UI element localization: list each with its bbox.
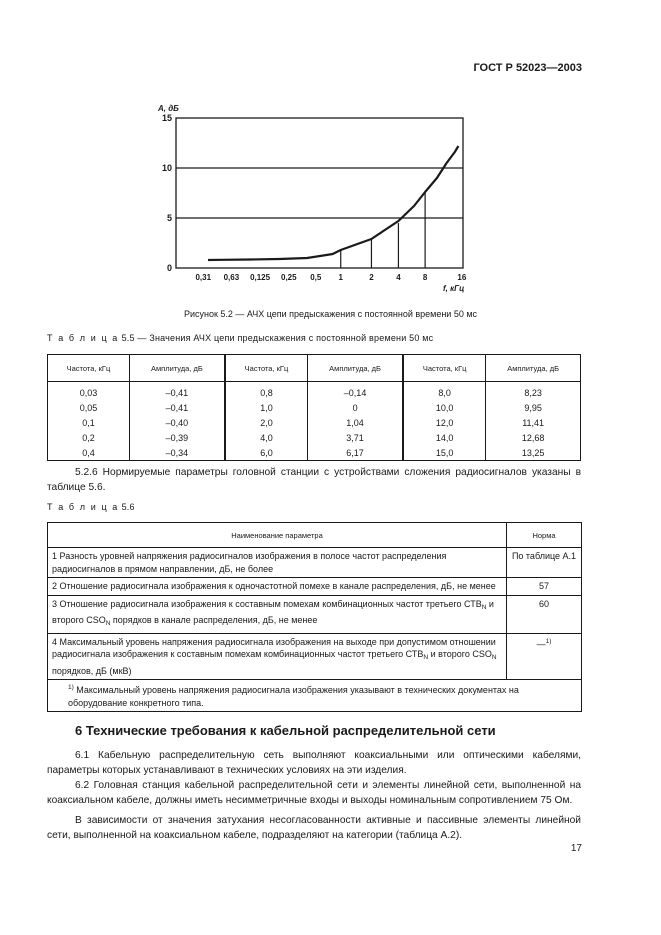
table-row	[48, 415, 581, 430]
table-row	[48, 548, 582, 578]
param-text: порядков в канале распределения, дБ, не менее	[110, 615, 318, 625]
subscript: N	[423, 654, 429, 661]
table-footnote	[48, 680, 582, 712]
t55-cell: 4,0	[225, 430, 308, 445]
t56-param-cell: 1 Разность уровней напряжения радиосигналов изображения в полосе частот распределения радиосигналов в прямом направлении, дБ, не более	[48, 548, 507, 578]
t55-cell: 1,04	[308, 415, 403, 430]
table-row	[48, 445, 581, 461]
t55-cell: –0,14	[308, 382, 403, 401]
table-row	[48, 430, 581, 445]
paragraph-6-2: 6.2 Головная станция кабельной распределительной сети и элементы линейной сети, выполненной на коаксиальном кабеле, должны иметь несимметричные входы и выходы номинальным сопротивлением 75 Ом.	[47, 780, 581, 806]
response-curve	[208, 146, 458, 260]
t55-cell: 15,0	[403, 445, 486, 461]
x-tick-label: 8	[422, 273, 428, 282]
paragraph-6-1: 6.1 Кабельную распределительную сеть выполняют коаксиальными или оптическими кабелями, параметры которых устанавливают в технических условиях на эти изделия.	[47, 750, 581, 776]
t55-header-cell: Частота, кГц	[225, 355, 308, 382]
t55-header-cell: Частота, кГц	[48, 355, 130, 382]
t55-cell: –0,40	[129, 415, 224, 430]
x-tick-label: 0,63	[223, 273, 240, 282]
t56-norm-cell: 60	[507, 595, 582, 633]
t55-cell: 0,2	[48, 430, 130, 445]
t56-header-param: Наименование параметра	[48, 523, 507, 548]
t56-param-cell	[48, 633, 507, 680]
param-text: и второго CSO	[52, 598, 494, 625]
section-6-title: 6 Технические требования к кабельной распределительной сети	[75, 723, 496, 738]
param-text: и второго CSO	[428, 649, 492, 659]
t55-cell: –0,34	[129, 445, 224, 461]
t56-norm-cell	[507, 633, 582, 680]
t56-header-norm: Норма	[507, 523, 582, 548]
t55-cell: 10,0	[403, 400, 486, 415]
x-axis-label: f, кГц	[443, 284, 465, 293]
t55-cell: 6,17	[308, 445, 403, 461]
y-tick-label: 10	[161, 163, 172, 173]
subscript: N	[491, 654, 497, 661]
x-tick-label: 1	[338, 273, 343, 282]
plot-frame	[176, 118, 463, 268]
x-tick-label: 16	[457, 273, 467, 282]
t55-header-cell: Частота, кГц	[403, 355, 486, 382]
table-5-5-title	[47, 333, 433, 343]
t55-cell: 0,1	[48, 415, 130, 430]
t56-param-cell	[48, 595, 507, 633]
t55-cell: 11,41	[486, 415, 581, 430]
table-row	[48, 400, 581, 415]
t55-cell: 0,03	[48, 382, 130, 401]
t56-norm-cell: 57	[507, 578, 582, 596]
table-5-5-header-row	[48, 355, 581, 382]
t55-cell: 12,68	[486, 430, 581, 445]
frequency-response-chart	[150, 98, 480, 296]
subscript: N	[105, 620, 111, 627]
t55-cell: 8,23	[486, 382, 581, 401]
t55-cell: 12,0	[403, 415, 486, 430]
t55-cell: 0,4	[48, 445, 130, 461]
table-row	[48, 382, 581, 401]
t55-cell: 14,0	[403, 430, 486, 445]
table-5-6-title-text: 5.6	[118, 502, 135, 512]
table-5-5-title-prefix: Т а б л и ц а	[47, 333, 119, 343]
t56-param-cell: 2 Отношение радиосигнала изображения к одночастотной помехе в канале распределения, дБ, не менее	[48, 578, 507, 596]
table-footnote-row	[48, 680, 582, 712]
t55-cell: 6,0	[225, 445, 308, 461]
t55-cell: 9,95	[486, 400, 581, 415]
t55-cell: –0,41	[129, 400, 224, 415]
x-tick-label: 2	[369, 273, 374, 282]
x-tick-label: 0,25	[281, 273, 297, 282]
t55-cell: 13,25	[486, 445, 581, 461]
t55-header-cell: Амплитуда, дБ	[486, 355, 581, 382]
param-text: 3 Отношение радиосигнала изображения к составным помехам комбинационных частот третьего СТВ	[52, 598, 482, 609]
subscript: N	[481, 603, 487, 611]
document-header: ГОСТ Р 52023—2003	[473, 62, 582, 74]
y-tick-label: 15	[161, 113, 172, 123]
t55-cell: 0,8	[225, 382, 308, 401]
x-tick-label: 0,5	[310, 273, 322, 282]
x-tick-label: 0,31	[195, 273, 212, 282]
x-tick-label: 4	[396, 273, 401, 282]
table-5-5-title-text: 5.5 — Значения АЧХ цепи предыскажения с постоянной времени 50 мс	[118, 333, 434, 343]
t56-norm-cell: По таблице А.1	[507, 548, 582, 578]
footnote-ref: 1)	[545, 637, 552, 645]
paragraph-5-2-6: 5.2.6 Нормируемые параметры головной станции с устройствами сложения радиосигналов указаны в таблице 5.6.	[47, 467, 581, 493]
x-tick-label: 0,125	[250, 273, 271, 282]
t55-cell: –0,39	[129, 430, 224, 445]
footnote-text: Максимальный уровень напряжения радиосигнала изображения указывают в технических документах на оборудование конкретного типа.	[68, 685, 519, 708]
t55-header-cell: Амплитуда, дБ	[129, 355, 224, 382]
table-5-6-title-prefix: Т а б л и ц а	[47, 502, 119, 512]
t55-cell: 1,0	[225, 400, 308, 415]
y-axis-label: A, дБ	[158, 104, 179, 113]
y-tick-label: 0	[166, 263, 172, 273]
table-5-5	[47, 354, 581, 461]
t55-cell: 0,05	[48, 400, 130, 415]
page-number: 17	[570, 843, 582, 854]
table-5-6-header-row	[48, 523, 582, 548]
t55-cell: 3,71	[308, 430, 403, 445]
t55-cell: 2,0	[225, 415, 308, 430]
table-5-6	[47, 522, 582, 712]
param-text: порядков, дБ (мкВ)	[52, 665, 132, 676]
table-row	[48, 578, 582, 596]
y-tick-label: 5	[166, 213, 172, 223]
t55-cell: 8,0	[403, 382, 486, 401]
table-5-6-title	[47, 502, 135, 512]
norm-dash: —	[536, 638, 546, 649]
table-row	[48, 633, 582, 680]
figure-caption: Рисунок 5.2 — АЧХ цепи предыскажения с постоянной времени 50 мс	[183, 309, 478, 319]
param-text: 4 Максимальный уровень напряжения радиосигнала изображения на выходе при допустимом отношении радиосигнала изображения к составным помехам комбинационных частот третьего СТВ	[52, 636, 496, 659]
paragraph-6-2-cont: В зависимости от значения затухания несогласованности активные и пассивные элементы линейной сети, выполненной на коаксиальном кабеле, подразделяют на категории (таблица А.2).	[47, 815, 581, 841]
table-row	[48, 595, 582, 633]
t55-cell: –0,41	[129, 382, 224, 401]
t55-header-cell: Амплитуда, дБ	[308, 355, 403, 382]
footnote-mark: 1)	[68, 684, 74, 691]
t55-cell: 0	[308, 400, 403, 415]
